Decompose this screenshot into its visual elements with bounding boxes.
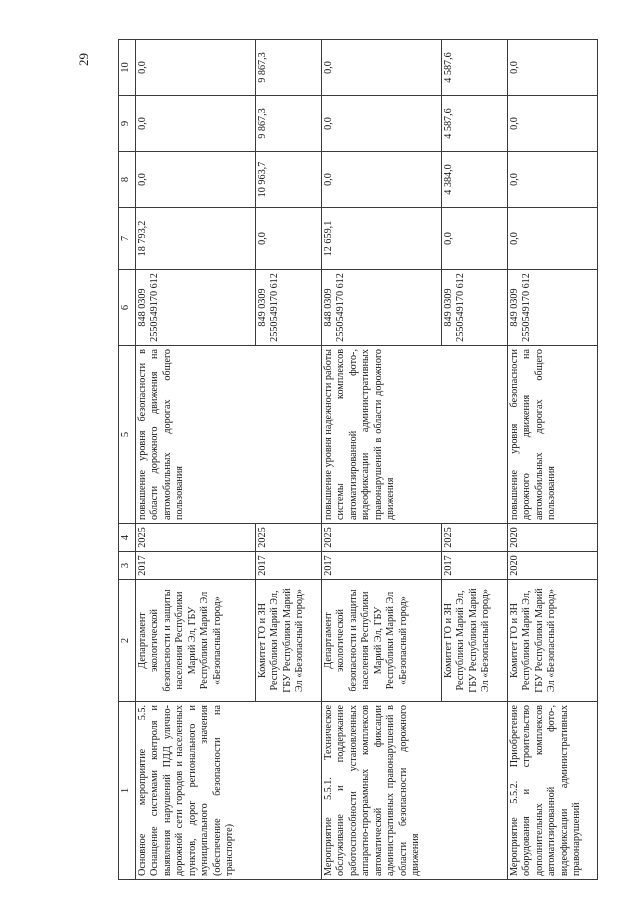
header-cell: 8: [119, 152, 136, 208]
executor: Комитет ГО и ЗН Республики Марий Эл, ГБУ Республики Марий Эл «Безопасный город»: [442, 580, 508, 702]
measure-name: Мероприятие 5.5.1. Техническое обслуживание и поддержание работоспособности установленных аппаратно-программных комплексов автоматической фиксации административных правонарушений в области безопасности дорожного движения: [322, 702, 508, 880]
value-col7: 0,0: [256, 208, 322, 270]
page-number: 29: [76, 53, 91, 66]
budget-code: 848 0309 2550549170 612: [322, 270, 442, 346]
budget-code: 849 0309 2550549170 612: [442, 270, 508, 346]
expected-result: повышение уровня надежности работы системы комплексов автоматизированной фото-, видеофиксации административных правонарушений в области дорожного движения: [322, 346, 508, 524]
value-col10: 0,0: [322, 40, 442, 96]
header-cell: 3: [119, 552, 136, 580]
value-col8: 0,0: [136, 152, 256, 208]
start-year: 2020: [508, 552, 598, 580]
header-cell: 10: [119, 40, 136, 96]
header-cell: 9: [119, 96, 136, 152]
end-year: 2025: [322, 524, 442, 552]
executor: Департамент экологической безопасности и защиты населения Республики Марий Эл, ГБУ Республики Марий Эл «Безопасный город»: [136, 580, 256, 702]
value-col9: 4 587,6: [442, 96, 508, 152]
end-year: 2025: [136, 524, 256, 552]
header-cell: 4: [119, 524, 136, 552]
start-year: 2017: [442, 552, 508, 580]
value-col8: 0,0: [322, 152, 442, 208]
header-row: [119, 40, 136, 880]
value-col8: 10 963,7: [256, 152, 322, 208]
table-row: [322, 40, 442, 880]
budget-code: 848 0309 2550549170 612: [136, 270, 256, 346]
expected-result: повышение уровня безопасности дорожного движения на автомобильных дорогах общего пользования: [508, 346, 598, 524]
value-col9: 9 867,3: [256, 96, 322, 152]
value-col9: 0,0: [508, 96, 598, 152]
header-cell: 5: [119, 346, 136, 524]
expected-result: повышение уровня безопасности в области дорожного движения на автомобильных дорогах общего пользования: [136, 346, 322, 524]
value-col7: 0,0: [508, 208, 598, 270]
value-col8: 4 384,0: [442, 152, 508, 208]
table-row: [508, 40, 598, 880]
value-col10: 9 867,3: [256, 40, 322, 96]
budget-code: 849 0309 2550549170 612: [256, 270, 322, 346]
executor: Департамент экологической безопасности и защиты населения Республики Марий Эл, ГБУ Республики Марий Эл «Безопасный город»: [322, 580, 442, 702]
value-col7: 0,0: [442, 208, 508, 270]
measure-name: Мероприятие 5.5.2. Приобретение оборудования и строительство дополнительных комплексов автоматизированной фото-, видеофиксации административных правонарушений: [508, 702, 598, 880]
table-row: [136, 40, 256, 880]
value-col10: 4 587,6: [442, 40, 508, 96]
value-col10: 0,0: [508, 40, 598, 96]
header-cell: 7: [119, 208, 136, 270]
program-table: [118, 39, 598, 880]
value-col9: 0,0: [322, 96, 442, 152]
rotated-page: [118, 40, 638, 880]
header-cell: 2: [119, 580, 136, 702]
measure-name: Основное мероприятие 5.5. Оснащение системами контроля и выявления нарушений ПДД улично-дорожной сети городов и населенных пунктов, дорог регионального и муниципального значения (обеспечение безопасности на транспорте): [136, 702, 322, 880]
value-col9: 0,0: [136, 96, 256, 152]
executor: Комитет ГО и ЗН Республики Марий Эл, ГБУ Республики Марий Эл «Безопасный город»: [256, 580, 322, 702]
value-col7: 12 659,1: [322, 208, 442, 270]
value-col8: 0,0: [508, 152, 598, 208]
start-year: 2017: [256, 552, 322, 580]
value-col10: 0,0: [136, 40, 256, 96]
header-cell: 6: [119, 270, 136, 346]
executor: Комитет ГО и ЗН Республики Марий Эл, ГБУ Республики Марий Эл «Безопасный город»: [508, 580, 598, 702]
budget-code: 849 0309 2550549170 612: [508, 270, 598, 346]
value-col7: 18 793,2: [136, 208, 256, 270]
start-year: 2017: [136, 552, 256, 580]
start-year: 2017: [322, 552, 442, 580]
end-year: 2025: [256, 524, 322, 552]
end-year: 2020: [508, 524, 598, 552]
end-year: 2025: [442, 524, 508, 552]
header-cell: 1: [119, 702, 136, 880]
